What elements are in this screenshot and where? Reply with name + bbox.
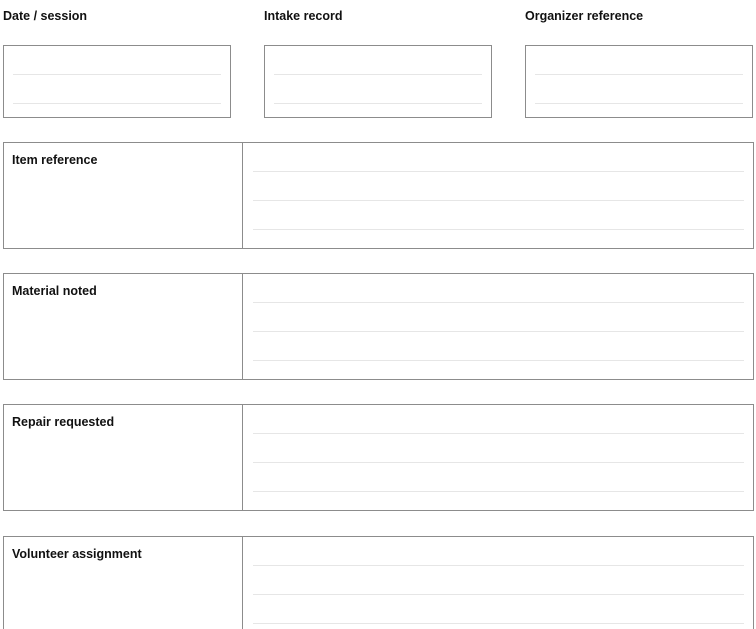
date-session-label: Date / session xyxy=(3,9,88,23)
write-line xyxy=(253,623,744,624)
write-line xyxy=(253,433,744,434)
material-noted-row xyxy=(3,273,754,380)
item-reference-field[interactable] xyxy=(244,143,753,248)
repair-requested-label: Repair requested xyxy=(12,415,115,429)
organizer-reference-label: Organizer reference xyxy=(525,9,644,23)
write-line xyxy=(253,491,744,492)
write-line xyxy=(13,74,221,75)
volunteer-assignment-row xyxy=(3,536,754,629)
write-line xyxy=(253,462,744,463)
repair-requested-label-cell xyxy=(4,405,243,510)
write-line xyxy=(253,200,744,201)
volunteer-assignment-field[interactable] xyxy=(244,537,753,629)
write-line xyxy=(13,103,221,104)
item-reference-label: Item reference xyxy=(12,153,98,167)
item-reference-label-cell xyxy=(4,143,243,248)
material-noted-field[interactable] xyxy=(244,274,753,379)
material-noted-label-cell xyxy=(4,274,243,379)
write-line xyxy=(274,74,482,75)
write-line xyxy=(535,74,743,75)
date-session-field[interactable] xyxy=(3,45,231,118)
organizer-reference-field[interactable] xyxy=(525,45,753,118)
volunteer-assignment-label: Volunteer assignment xyxy=(12,547,142,561)
write-line xyxy=(535,103,743,104)
write-line xyxy=(253,331,744,332)
write-line xyxy=(274,103,482,104)
write-line xyxy=(253,594,744,595)
write-line xyxy=(253,171,744,172)
material-noted-label: Material noted xyxy=(12,284,97,298)
write-line xyxy=(253,565,744,566)
write-line xyxy=(253,360,744,361)
write-line xyxy=(253,302,744,303)
write-line xyxy=(253,229,744,230)
repair-requested-field[interactable] xyxy=(244,405,753,510)
item-reference-row xyxy=(3,142,754,249)
intake-record-label: Intake record xyxy=(264,9,343,23)
volunteer-assignment-label-cell xyxy=(4,537,243,629)
repair-requested-row xyxy=(3,404,754,511)
intake-record-field[interactable] xyxy=(264,45,492,118)
